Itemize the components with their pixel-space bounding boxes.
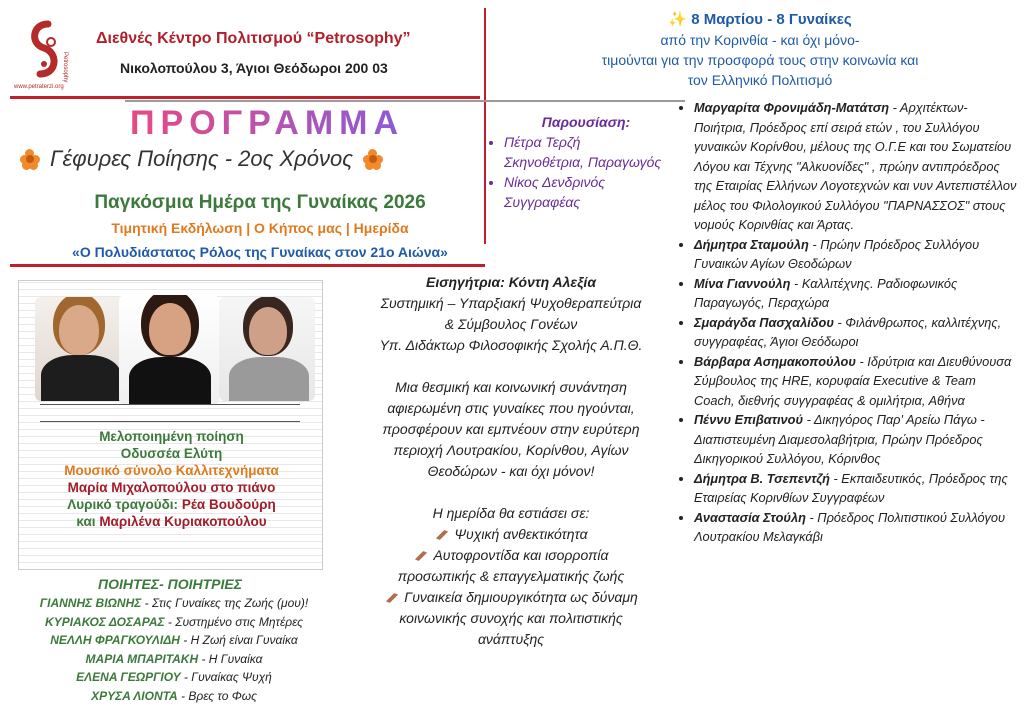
honoree-name: Σμαράγδα Πασχαλίδου: [694, 314, 834, 330]
presenter-name: Νίκος Δενδρινός: [504, 174, 606, 190]
program-subtitle: Γέφυρες Ποίησης - 2ος Χρόνος: [50, 146, 353, 171]
honoree-name: Πέννυ Επιβατινού: [694, 412, 804, 427]
description-line: περιοχή Λουτρακίου, Κορίνθου, Αγίων: [393, 442, 629, 458]
poet-item: [14, 613, 334, 632]
poem-title: - Βρες το Φως: [177, 688, 257, 703]
focus-item: Αυτοφροντίδα και ισορροπία: [340, 545, 682, 566]
march-title: ✨ 8 Μαρτίου - 8 Γυναίκες: [668, 11, 852, 28]
honoree-item: [694, 410, 1018, 469]
march-line: τον Ελληνικό Πολιτισμό: [687, 72, 833, 88]
presenter-name: Πέτρα Τερζή: [504, 134, 581, 150]
poet-name: ΜΑΡΙΑ ΜΠΑΡΙΤΑΚΗ: [85, 651, 199, 666]
singer-name: Ρέα Βουδούρη: [181, 497, 276, 512]
poem-title: - Η Ζωή είναι Γυναίκα: [179, 633, 298, 647]
divider: [10, 96, 480, 99]
and-word: και: [76, 514, 96, 529]
description-line: προσφέρουν και εμπνέουν στην ευρύτερη: [382, 421, 640, 437]
flower-icon: [20, 149, 40, 169]
presenter-role: Σκηνοθέτρια, Παραγωγός: [504, 154, 662, 170]
singers-label: Λυρικό τραγούδι:: [67, 497, 179, 512]
music-credits: [24, 428, 319, 530]
performer-photo: [219, 297, 315, 401]
honoree-desc: - Αρχιτέκτων-Ποιήτρια, Πρόεδρος επί σειρά ετών , του Συλλόγου γυναικών Κορίνθου, μέλους της Ο.Γ.Ε και του Σωματείου Λόγου και Τέχνης "Αλκυονίδες" , πρώην αντιπρόεδρος της Εταιρίας Ελλήνων Λογοτεχνών και νυν Αντεπιστέλλον μέλος του Φιλολογικού Συλλόγου "ΠΑΡΝΑΣΣΟΣ" στους νομούς Κορινθίας και Άρτας.: [694, 100, 1017, 232]
presentation-title: Παρουσίαση:: [541, 114, 631, 130]
vertical-divider: [484, 8, 486, 244]
march-line: τιμούνται για την προσφορά τους στην κοινωνία και: [601, 52, 919, 68]
honorees-list: [678, 98, 1018, 547]
honoree-desc: - Εκπαιδευτικός, Πρόεδρος της Εταιρείας Κορινθίων Συγγραφέων: [694, 470, 1008, 505]
honoree-name: Μαργαρίτα Φρονιμάδη-Ματάτση: [694, 100, 890, 115]
feather-icon: [413, 551, 429, 561]
focus-title: Η ημερίδα θα εστιάσει σε:: [432, 505, 590, 521]
poem-title: - Συστημένο στις Μητέρες: [164, 614, 303, 629]
poet-item: [14, 631, 334, 650]
honoree-desc: - Ιδρύτρια και Διευθύνουσα Σύμβουλος της HRE, κορυφαία Executive & Team Coach, διεθνής συγγραφέας & ομιλήτρια, Αθήνα: [694, 353, 1012, 408]
feather-icon: [434, 530, 450, 540]
speaker-line: Συστημική – Υπαρξιακή Ψυχοθεραπεύτρια: [380, 295, 642, 311]
presenter-role: Συγγραφέας: [504, 194, 581, 210]
performer-photo: [35, 297, 125, 401]
honoree-item: [694, 235, 1018, 274]
divider: [10, 264, 485, 267]
performer-photo: [119, 295, 219, 405]
poem-title: - Στις Γυναίκες της Ζωής (μου)!: [141, 596, 309, 610]
divider: [125, 100, 685, 102]
poet-name: ΚΥΡΙΑΚΟΣ ΔΟΣΑΡΑΣ: [45, 614, 165, 629]
music-line: Μουσικό σύνολο Καλλιτεχνήματα: [64, 463, 279, 478]
poet-name: ΝΕΛΛΗ ΦΡΑΓΚΟΥΛΙΔΗ: [50, 633, 180, 647]
honoree-desc: - Καλλιτέχνης. Ραδιοφωνικός Παραγωγός, Περαχώρα: [694, 275, 958, 310]
poet-name: ΕΛΕΝΑ ΓΕΩΡΓΙΟΥ: [76, 670, 181, 684]
honoree-item: [694, 352, 1018, 411]
honoree-name: Βάρβαρα Ασημακοπούλου: [694, 353, 856, 369]
singer-name: Μαριλένα Κυριακοπούλου: [99, 514, 267, 529]
honoree-desc: - Πρώην Πρόεδρος Συλλόγου Γυναικών Αγίων Θεοδώρων: [694, 236, 980, 271]
poem-title: - Γυναίκας Ψυχή: [180, 670, 272, 684]
music-line: [24, 513, 319, 530]
music-staff: [40, 404, 300, 422]
petrosophy-logo-icon: [18, 16, 78, 86]
music-line: [24, 496, 319, 513]
music-line: Οδυσσέα Ελύτη: [120, 446, 223, 461]
feather-icon: [384, 593, 400, 603]
honoree-item: [694, 313, 1018, 352]
honoree-desc: - Φιλάνθρωπος, καλλιτέχνης, συγγραφέας, Άγιοι Θεόδωροι: [694, 314, 1002, 349]
honoree-item: [694, 469, 1018, 508]
poet-item: [14, 650, 334, 669]
poet-item: [14, 594, 334, 613]
honoree-item: [694, 508, 1018, 547]
focus-line: ανάπτυξης: [477, 631, 545, 647]
poet-name: ΓΙΑΝΝΗΣ ΒΙΩΝΗΣ: [39, 596, 142, 610]
program-title: ΠΡΟΓΡΑΜΜΑ: [130, 104, 405, 142]
description-line: Μια θεσμική και κοινωνική συνάντηση: [395, 379, 627, 395]
speaker-name: Εισηγήτρια: Κόντη Αλεξία: [425, 274, 597, 290]
poets-header: ΠΟΙΗΤΕΣ- ΠΟΙΗΤΡΙΕΣ: [98, 576, 242, 592]
event-types: Τιμητική Εκδήλωση | Ο Κήπος μας | Ημερίδα: [111, 220, 409, 236]
speaker-line: Υπ. Διδάκτωρ Φιλοσοφικής Σχολής Α.Π.Θ.: [379, 337, 643, 353]
poem-title: - Η Γυναίκα: [198, 651, 263, 666]
flower-icon: [363, 149, 383, 169]
march-announcement: [520, 10, 1000, 90]
poet-item: [14, 687, 334, 706]
poet-name: ΧΡΥΣΑ ΛΙΟΝΤΑ: [91, 688, 178, 703]
honoree-desc: - Δικηγόρος Παρ' Αρείω Πάγω - Διαπιστευμένη Διαμεσολαβήτρια, Πρώην Πρόεδρος Δικηγορικού Συλλόγου, Κόρινθος: [694, 412, 985, 466]
focus-line: κοινωνικής συνοχής και πολιτιστικής: [399, 610, 623, 626]
focus-item: Ψυχική ανθεκτικότητα: [340, 524, 682, 545]
event-theme: «Ο Πολυδιάστατος Ρόλος της Γυναίκας στον 21ο Αιώνα»: [72, 244, 448, 260]
honoree-name: Μίνα Γιαννούλη: [694, 275, 791, 291]
honoree-item: [694, 274, 1018, 313]
honoree-desc: - Πρόεδρος Πολιτιστικού Συλλόγου Λουτρακίου Μελαγκάβι: [694, 509, 1005, 544]
pianist-name: Μαρία Μιχαλοπούλου: [67, 480, 207, 495]
logo-label: Petrosophy: [62, 52, 68, 83]
poets-list: [14, 594, 334, 705]
speaker-line: & Σύμβουλος Γονέων: [444, 316, 578, 332]
presenter-item: [504, 132, 676, 172]
subtitle-row: [20, 146, 440, 172]
description-line: Θεοδώρων - και όχι μόνον!: [427, 463, 595, 479]
pianist-role: στο πιάνο: [210, 480, 276, 495]
poet-item: [14, 668, 334, 687]
speaker-block: [340, 272, 682, 650]
womens-day-title: Παγκόσμια Ημέρα της Γυναίκας 2026: [94, 192, 426, 213]
march-line: από την Κορινθία - και όχι μόνο-: [660, 32, 860, 48]
organization-address: Νικολοπούλου 3, Άγιοι Θεόδωροι 200 03: [120, 60, 388, 76]
honoree-name: Δήμητρα Β. Τσεπεντζή: [694, 470, 830, 486]
description-line: αφιερωμένη στις γυναίκες που ηγούνται,: [387, 400, 635, 416]
honoree-name: Αναστασία Στούλη: [694, 509, 806, 525]
focus-line: προσωπικής & επαγγελματικής ζωής: [397, 568, 625, 584]
music-line: [24, 479, 319, 496]
honoree-item: [694, 98, 1018, 235]
focus-item: Γυναικεία δημιουργικότητα ως δύναμη: [340, 587, 682, 608]
website-url[interactable]: www.petraterzi.org: [14, 84, 64, 90]
presentation-block: [496, 112, 676, 212]
presenter-item: [504, 172, 676, 212]
music-line: Μελοποιημένη ποίηση: [99, 429, 244, 444]
organization-title: Διεθνές Κέντρο Πολιτισμού “Petrosophy”: [96, 30, 411, 47]
honoree-name: Δήμητρα Σταμούλη: [694, 236, 809, 252]
